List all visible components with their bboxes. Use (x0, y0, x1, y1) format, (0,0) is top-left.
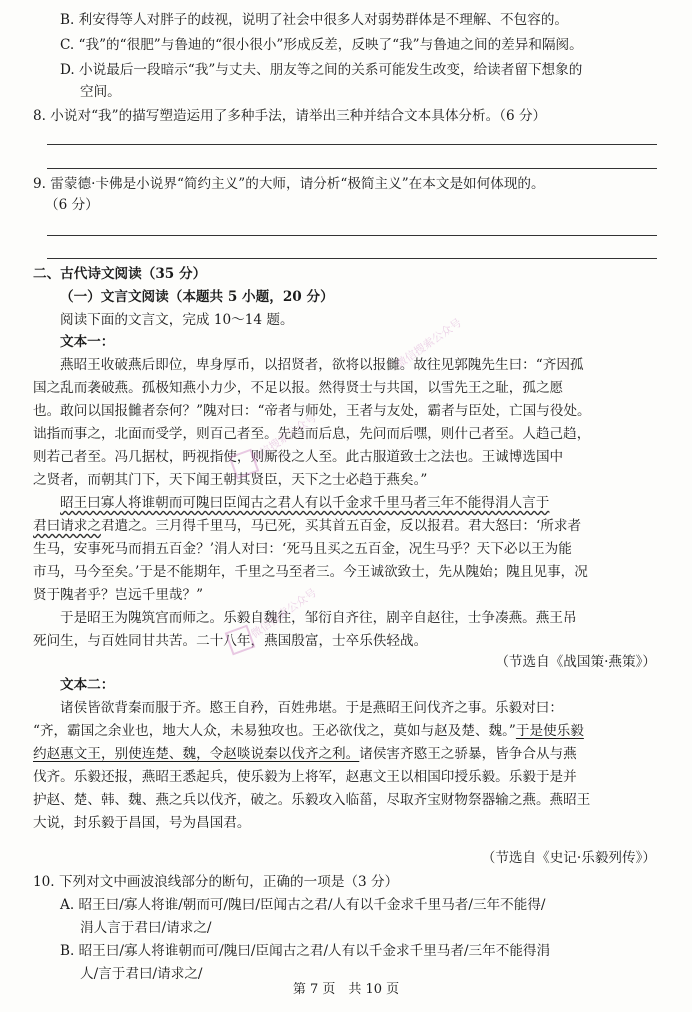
text1-line: 也。敢问以国报雠者奈何？”隗对曰：“帝者与师处，王者与友处，霸者与臣处，亡国与役处。 (33, 403, 591, 419)
answer-line (47, 144, 657, 145)
text1-para3-line: 于是昭王为隗筑宫而师之。乐毅自魏往，邹衍自齐往，剧辛自赵往，士争凑燕。燕王吊 (60, 610, 577, 626)
text2-line: 护赵、楚、韩、魏、燕之兵以伐齐，破之。乐毅攻入临菑，尽取齐宝财物祭器输之燕。燕昭王 (33, 792, 591, 808)
source-note: （节选自《战国策·燕策》） (495, 654, 656, 670)
source-note: （节选自《史记·乐毅列传》） (481, 850, 656, 866)
text1-para2-line: 贤于隗者乎？岂远千里哉？” (33, 587, 204, 603)
text1-label: 文本一： (60, 334, 115, 350)
question-10: 10. 下列对文中画波浪线部分的断句，正确的一项是（3 分） (33, 874, 399, 890)
instruction: 阅读下面的文言文，完成 10～14 题。 (60, 312, 294, 328)
underlined-text: 约赵惠文王，别使连楚、魏，令赵啖说秦以伐齐之利。 (33, 746, 360, 762)
text1-para3-line: 死问生，与百姓同甘共苦。二十八年，燕国殷富，士卒乐佚轻战。 (33, 633, 428, 649)
wavy-underlined-text: 昭王曰寡人将谁朝而可隗曰臣闻古之君人有以千金求千里马者三年不能得涓人言于 (60, 495, 550, 511)
text2-label: 文本二： (60, 677, 115, 693)
wavy-passage (60, 493, 549, 513)
answer-line (47, 235, 657, 236)
watermark-text: 微信搜索公众号 (248, 586, 320, 641)
option-d: D. 小说最后一段暗示“我”与丈夫、朋友等之间的关系可能发生改变，给读者留下想象的 (60, 62, 583, 78)
page-footer: 第 7 页 共 10 页 (292, 982, 400, 997)
text2-line: 大说，封乐毅于昌国，号为昌国君。 (33, 815, 251, 831)
text1-para2-line: 生马，安事死马而捐五百金？’涓人对曰：‘死马且买之五百金，况生马乎？天下必以王为能 (33, 541, 572, 557)
text1-line: 则若己者至。冯几据杖，眄视指使，则厮役之人至。此古服道致士之法也。王诚博选国中 (33, 449, 564, 465)
text1-line: 之贤者，而朝其门下，天下闻王朝其贤臣，天下之士必趋于燕矣。” (33, 472, 428, 488)
text1-line: 燕昭王收破燕后即位，卑身厚币，以招贤者，欲将以报雠。故往见郭隗先生曰：“齐因孤 (60, 357, 584, 373)
text2-line: 伐齐。乐毅还报，燕昭王悉起兵，使乐毅为上将军，赵惠文王以相国印授乐毅。乐毅于是并 (33, 769, 577, 785)
text1-line: 诎指而事之，北面而受学，则百己者至。先趋而后息，先问而后嘿，则什己者至。人趋己趋， (33, 426, 591, 442)
q10-option-a-cont: 涓人言于君曰/请求之/ (80, 920, 212, 936)
watermark-text: 微信搜索公众号 (393, 316, 465, 371)
text1-para2-line (33, 516, 581, 536)
text2-line: 诸侯皆欲背秦而服于齐。愍王自矜，百姓弗堪。于是燕昭王问伐齐之事。乐毅对曰： (60, 700, 563, 716)
section-title: 二、古代诗文阅读（35 分） (33, 266, 207, 282)
option-b: B. 利安得等人对胖子的歧视，说明了社会中很多人对弱势群体是不理解、不包容的。 (60, 12, 569, 28)
answer-line (47, 258, 657, 259)
answer-line (47, 168, 657, 169)
plain-text: 诸侯害齐愍王之骄暴，皆争合从与燕 (359, 746, 577, 762)
plain-text: “齐，霸国之余业也，地大人众，未易独攻也。王必欲伐之，莫如与赵及楚、魏。” (33, 723, 516, 739)
wavy-underlined-text: 君曰请求之 (33, 518, 101, 534)
q10-option-b-cont: 人/言于君曰/请求之/ (80, 966, 203, 982)
plain-text: 君遣之。三月得千里马，马已死，买其首五百金，反以报君。君大怒曰：‘所求者 (100, 518, 582, 534)
subsection-title: （一）文言文阅读（本题共 5 小题，20 分） (60, 289, 334, 305)
watermark-text: 微信搜索公众号 (248, 411, 320, 466)
q10-option-b: B. 昭王曰/寡人将谁朝而可/隗曰/臣闻古之君/人有以千金求千里马者/三年不能得涓 (60, 943, 551, 959)
q10-option-a: A. 昭王曰/寡人将谁/朝而可/隗曰/臣闻古之君/人有以千金求千里马者/三年不能得/ (60, 897, 546, 913)
question-8: 8. 小说对“我”的描写塑造运用了多种手法，请举出三种并结合文本具体分析。（6 分） (33, 108, 547, 124)
option-c: C. “我”的“很肥”与鲁迪的“很小很小”形成反差，反映了“我”与鲁迪之间的差异和隔阂。 (60, 37, 583, 53)
text2-line (33, 721, 584, 741)
text1-line: 国之乱而袭破燕。孤极知燕小力少，不足以报。然得贤士与共国，以雪先王之耻，孤之愿 (33, 380, 564, 396)
underlined-text: 于是使乐毅 (515, 723, 584, 739)
text1-para2-line: 市马，马今至矣。’于是不能期年，千里之马至者三。今王诚欲致士，先从隗始；隗且见事，况 (33, 564, 588, 580)
text2-line (33, 744, 577, 764)
option-d-cont: 空间。 (80, 84, 121, 100)
question-9: 9. 雷蒙德·卡佛是小说界“简约主义”的大师，请分析“极简主义”在本文是如何体现的。 (33, 176, 545, 192)
question-9-score: （6 分） (45, 197, 99, 213)
